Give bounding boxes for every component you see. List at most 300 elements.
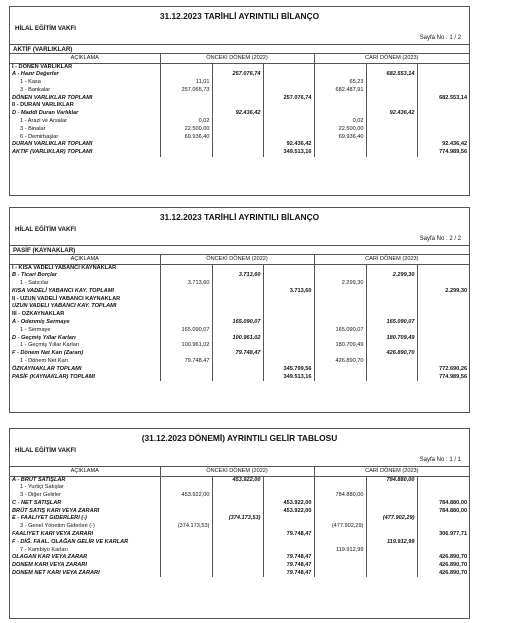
amount-cell bbox=[417, 515, 469, 523]
amount-cell bbox=[366, 358, 417, 366]
row-label: C - NET SATIŞLAR bbox=[10, 499, 160, 507]
amount-cell bbox=[160, 570, 212, 578]
report-table bbox=[10, 467, 469, 577]
table-row bbox=[10, 149, 469, 157]
amount-cell bbox=[417, 538, 469, 546]
amount-cell: 257.076,74 bbox=[212, 71, 263, 79]
amount-cell bbox=[314, 499, 366, 507]
amount-cell: 79.748,47 bbox=[160, 358, 212, 366]
column-header-previous: ÖNCEKİ DÖNEM (2022) bbox=[160, 467, 314, 476]
row-label: OLAĞAN KAR VEYA ZARAR bbox=[10, 554, 160, 562]
row-label: 1 - Arazi ve Arsalar bbox=[10, 118, 160, 126]
amount-cell bbox=[263, 326, 314, 334]
amount-cell bbox=[366, 342, 417, 350]
amount-cell bbox=[366, 531, 417, 539]
amount-cell bbox=[314, 287, 366, 295]
amount-cell bbox=[263, 546, 314, 554]
table-row bbox=[10, 373, 469, 381]
amount-cell bbox=[263, 319, 314, 327]
amount-cell bbox=[263, 110, 314, 118]
amount-cell bbox=[160, 141, 212, 149]
column-header-previous: ÖNCEKİ DÖNEM (2022) bbox=[160, 54, 314, 63]
amount-cell bbox=[212, 125, 263, 133]
table-row bbox=[10, 86, 469, 94]
amount-cell bbox=[263, 280, 314, 288]
amount-cell: 257.065,73 bbox=[160, 86, 212, 94]
amount-cell: 2.299,30 bbox=[314, 280, 366, 288]
amount-cell bbox=[417, 303, 469, 311]
amount-cell bbox=[366, 499, 417, 507]
row-label: ÖZKAYNAKLAR TOPLAMI bbox=[10, 365, 160, 373]
amount-cell bbox=[263, 358, 314, 366]
row-label: DURAN VARLIKLAR TOPLAMI bbox=[10, 141, 160, 149]
amount-cell bbox=[263, 71, 314, 79]
column-header-row bbox=[10, 54, 469, 63]
table-row bbox=[10, 118, 469, 126]
row-label: 1 - Kasa bbox=[10, 79, 160, 87]
row-label: B - Ticari Borçlar bbox=[10, 272, 160, 280]
amount-cell bbox=[212, 365, 263, 373]
table-row bbox=[10, 570, 469, 578]
amount-cell bbox=[212, 326, 263, 334]
amount-cell bbox=[263, 79, 314, 87]
row-label: F - Dönem Net Karı (Zararı) bbox=[10, 350, 160, 358]
amount-cell bbox=[314, 110, 366, 118]
row-label: DÖNEM KARI VEYA ZARARI bbox=[10, 562, 160, 570]
amount-cell bbox=[160, 149, 212, 157]
row-label: II - UZUN VADELİ YABANCI KAYNAKLAR bbox=[10, 295, 160, 303]
amount-cell bbox=[212, 311, 263, 319]
amount-cell: 453.922,00 bbox=[263, 499, 314, 507]
amount-cell bbox=[417, 71, 469, 79]
amount-cell bbox=[160, 311, 212, 319]
row-label: A - Ödenmiş Sermaye bbox=[10, 319, 160, 327]
income-statement bbox=[9, 428, 470, 619]
amount-cell bbox=[366, 125, 417, 133]
report-table bbox=[10, 54, 469, 157]
amount-cell bbox=[212, 86, 263, 94]
amount-cell bbox=[212, 149, 263, 157]
amount-cell: (477.902,29) bbox=[366, 515, 417, 523]
amount-cell bbox=[263, 515, 314, 523]
table-row bbox=[10, 562, 469, 570]
amount-cell bbox=[263, 63, 314, 71]
amount-cell bbox=[314, 562, 366, 570]
amount-cell bbox=[417, 342, 469, 350]
amount-cell: 2.299,30 bbox=[366, 272, 417, 280]
amount-cell: 3.713,60 bbox=[263, 287, 314, 295]
amount-cell: 453.922,00 bbox=[160, 492, 212, 500]
table-row bbox=[10, 342, 469, 350]
amount-cell bbox=[212, 531, 263, 539]
amount-cell: 22.500,00 bbox=[160, 125, 212, 133]
table-row bbox=[10, 125, 469, 133]
amount-cell bbox=[263, 272, 314, 280]
row-label: E - FAALİYET GİDERLERİ (-) bbox=[10, 515, 160, 523]
amount-cell bbox=[366, 303, 417, 311]
amount-cell bbox=[212, 63, 263, 71]
amount-cell bbox=[314, 319, 366, 327]
amount-cell bbox=[212, 538, 263, 546]
amount-cell bbox=[160, 554, 212, 562]
amount-cell bbox=[314, 149, 366, 157]
amount-cell: 426.890,70 bbox=[439, 554, 468, 561]
table-row bbox=[10, 102, 469, 110]
row-label: I - DÖNEN VARLIKLAR bbox=[10, 63, 160, 71]
amount-cell: 165.090,07 bbox=[160, 326, 212, 334]
amount-cell: 682.487,91 bbox=[314, 86, 366, 94]
amount-cell: 22.500,00 bbox=[314, 125, 366, 133]
column-header-previous: ÖNCEKİ DÖNEM (2022) bbox=[160, 255, 314, 264]
amount-cell bbox=[160, 373, 212, 381]
amount-cell: 784.880,00 bbox=[366, 476, 417, 484]
table-row bbox=[10, 523, 469, 531]
amount-cell: (477.902,29) bbox=[314, 523, 366, 531]
amount-cell: 426.890,70 bbox=[439, 562, 468, 569]
amount-cell bbox=[366, 118, 417, 126]
amount-cell bbox=[263, 334, 314, 342]
page-number: Sayfa No : 1 / 1 bbox=[419, 457, 461, 463]
amount-cell bbox=[212, 358, 263, 366]
amount-cell bbox=[417, 334, 469, 342]
amount-cell bbox=[212, 373, 263, 381]
amount-cell bbox=[314, 373, 366, 381]
amount-cell bbox=[417, 280, 469, 288]
amount-cell bbox=[366, 484, 417, 492]
amount-cell bbox=[160, 334, 212, 342]
row-label: 3 - Bankalar bbox=[10, 86, 160, 94]
amount-cell: 165.090,07 bbox=[366, 319, 417, 327]
column-header-current: CARİ DÖNEM (2023) bbox=[314, 467, 469, 476]
amount-cell: 79.748,47 bbox=[263, 554, 314, 562]
amount-cell: 453.922,00 bbox=[212, 476, 263, 484]
amount-cell bbox=[366, 287, 417, 295]
amount-cell bbox=[263, 484, 314, 492]
amount-cell bbox=[366, 492, 417, 500]
row-label: 3 - Diğer Gelirler bbox=[10, 492, 160, 500]
table-row bbox=[10, 287, 469, 295]
amount-cell: 79.748,47 bbox=[263, 570, 314, 578]
amount-cell: 69.936,40 bbox=[314, 133, 366, 141]
column-header-row bbox=[10, 255, 469, 264]
table-row bbox=[10, 264, 469, 272]
column-header-description: AÇIKLAMA bbox=[10, 54, 160, 63]
amount-cell: 257.076,74 bbox=[263, 94, 314, 102]
amount-cell bbox=[160, 507, 212, 515]
amount-cell bbox=[417, 476, 469, 484]
amount-cell: 100.961,02 bbox=[212, 334, 263, 342]
report-table bbox=[10, 255, 469, 381]
amount-cell bbox=[160, 110, 212, 118]
amount-cell bbox=[417, 63, 469, 71]
amount-cell bbox=[314, 554, 366, 562]
column-header-row bbox=[10, 467, 469, 476]
amount-cell bbox=[314, 350, 366, 358]
amount-cell bbox=[417, 118, 469, 126]
amount-cell: 92.436,42 bbox=[263, 141, 314, 149]
amount-cell: 79.748,47 bbox=[212, 350, 263, 358]
amount-cell: 92.436,42 bbox=[442, 141, 468, 148]
balance-sheet-assets bbox=[9, 6, 470, 196]
amount-cell bbox=[314, 334, 366, 342]
amount-cell bbox=[314, 531, 366, 539]
amount-cell: 0,02 bbox=[314, 118, 366, 126]
amount-cell bbox=[417, 110, 469, 118]
row-label: 1 - Yurtiçi Satışlar bbox=[10, 484, 160, 492]
amount-cell bbox=[366, 311, 417, 319]
section-title: PASİF (KAYNAKLAR) bbox=[10, 246, 469, 255]
amount-cell bbox=[263, 303, 314, 311]
table-row bbox=[10, 492, 469, 500]
amount-cell bbox=[314, 264, 366, 272]
amount-cell bbox=[417, 358, 469, 366]
table-row bbox=[10, 295, 469, 303]
row-label: 1 - Sermaye bbox=[10, 326, 160, 334]
row-label: BRÜT SATIŞ KARI VEYA ZARARI bbox=[10, 507, 160, 515]
table-row bbox=[10, 71, 469, 79]
amount-cell bbox=[160, 287, 212, 295]
amount-cell: 69.936,40 bbox=[160, 133, 212, 141]
row-label: 1 - Dönem Net Karı bbox=[10, 358, 160, 366]
amount-cell bbox=[160, 63, 212, 71]
report-header bbox=[10, 208, 469, 246]
amount-cell bbox=[212, 133, 263, 141]
organization-name: HİLAL EĞİTİM VAKFI bbox=[15, 25, 76, 32]
row-label: I - KISA VADELİ YABANCI KAYNAKLAR bbox=[10, 264, 160, 272]
column-header-current: CARİ DÖNEM (2023) bbox=[314, 255, 469, 264]
table-row bbox=[10, 365, 469, 373]
amount-cell bbox=[314, 507, 366, 515]
amount-cell bbox=[314, 365, 366, 373]
amount-cell: 92.436,42 bbox=[212, 110, 263, 118]
amount-cell bbox=[160, 484, 212, 492]
amount-cell bbox=[263, 133, 314, 141]
amount-cell bbox=[366, 373, 417, 381]
row-label: 1 - Satıcılar bbox=[10, 280, 160, 288]
amount-cell bbox=[366, 63, 417, 71]
amount-cell bbox=[212, 79, 263, 87]
amount-cell bbox=[212, 280, 263, 288]
amount-cell: 165.090,07 bbox=[314, 326, 366, 334]
amount-cell bbox=[212, 342, 263, 350]
amount-cell bbox=[212, 562, 263, 570]
amount-cell bbox=[314, 484, 366, 492]
amount-cell bbox=[212, 554, 263, 562]
amount-cell: 774.989,56 bbox=[439, 373, 468, 380]
row-label: PASİF (KAYNAKLAR) TOPLAMI bbox=[10, 373, 160, 381]
amount-cell bbox=[417, 102, 469, 110]
row-label: A - Hazır Değerler bbox=[10, 71, 160, 79]
balance-sheet-liabilities bbox=[9, 207, 470, 413]
amount-cell bbox=[263, 295, 314, 303]
amount-cell bbox=[212, 102, 263, 110]
amount-cell bbox=[160, 102, 212, 110]
amount-cell bbox=[160, 71, 212, 79]
page-number: Sayfa No : 2 / 2 bbox=[419, 236, 461, 242]
amount-cell: 65,23 bbox=[314, 79, 366, 87]
amount-cell bbox=[160, 546, 212, 554]
table-row bbox=[10, 110, 469, 118]
amount-cell bbox=[160, 350, 212, 358]
row-label: KISA VADELİ YABANCI KAY. TOPLAMI bbox=[10, 287, 160, 295]
column-header-description: AÇIKLAMA bbox=[10, 255, 160, 264]
amount-cell: 11,01 bbox=[160, 79, 212, 87]
amount-cell bbox=[263, 476, 314, 484]
table-row bbox=[10, 63, 469, 71]
table-row bbox=[10, 303, 469, 311]
amount-cell bbox=[212, 570, 263, 578]
row-label: II - DURAN VARLIKLAR bbox=[10, 102, 160, 110]
amount-cell bbox=[160, 538, 212, 546]
amount-cell bbox=[417, 492, 469, 500]
amount-cell bbox=[366, 149, 417, 157]
report-title: 31.12.2023 TARİHLİ AYRINTILI BİLANÇO bbox=[159, 212, 320, 222]
amount-cell bbox=[417, 295, 469, 303]
row-label: 6 - Demirbaşlar bbox=[10, 133, 160, 141]
amount-cell bbox=[366, 365, 417, 373]
table-row bbox=[10, 311, 469, 319]
amount-cell bbox=[366, 523, 417, 531]
amount-cell bbox=[212, 94, 263, 102]
amount-cell bbox=[160, 515, 212, 523]
amount-cell bbox=[160, 499, 212, 507]
table-row bbox=[10, 280, 469, 288]
table-row bbox=[10, 319, 469, 327]
page-number: Sayfa No : 1 / 2 bbox=[419, 35, 461, 41]
amount-cell: 682.553,14 bbox=[366, 71, 417, 79]
amount-cell bbox=[417, 523, 469, 531]
table-row bbox=[10, 476, 469, 484]
amount-cell: 349.513,16 bbox=[263, 373, 314, 381]
amount-cell: 453.922,00 bbox=[263, 507, 314, 515]
amount-cell: 0,02 bbox=[160, 118, 212, 126]
amount-cell bbox=[314, 295, 366, 303]
section-title: AKTİF (VARLIKLAR) bbox=[10, 45, 469, 54]
row-label: 7 - Kambiyo Karları bbox=[10, 546, 160, 554]
row-label: AKTİF (VARLIKLAR) TOPLAMI bbox=[10, 149, 160, 157]
amount-cell bbox=[160, 272, 212, 280]
amount-cell bbox=[366, 264, 417, 272]
amount-cell bbox=[160, 476, 212, 484]
table-row bbox=[10, 272, 469, 280]
table-row bbox=[10, 546, 469, 554]
amount-cell bbox=[417, 272, 469, 280]
amount-cell bbox=[160, 531, 212, 539]
amount-cell bbox=[366, 133, 417, 141]
amount-cell bbox=[212, 264, 263, 272]
amount-cell bbox=[263, 350, 314, 358]
table-row bbox=[10, 358, 469, 366]
amount-cell bbox=[212, 523, 263, 531]
table-row bbox=[10, 499, 469, 507]
amount-cell bbox=[314, 303, 366, 311]
amount-cell bbox=[263, 102, 314, 110]
amount-cell: 426.890,70 bbox=[439, 569, 468, 576]
table-row bbox=[10, 507, 469, 515]
table-row bbox=[10, 350, 469, 358]
amount-cell bbox=[160, 295, 212, 303]
amount-cell bbox=[417, 125, 469, 133]
amount-cell bbox=[212, 484, 263, 492]
amount-cell: 426.890,70 bbox=[366, 350, 417, 358]
amount-cell: 180.709,49 bbox=[314, 342, 366, 350]
amount-cell: 92.436,42 bbox=[366, 110, 417, 118]
amount-cell bbox=[160, 365, 212, 373]
organization-name: HİLAL EĞİTİM VAKFI bbox=[15, 226, 76, 233]
amount-cell: 784.880,00 bbox=[439, 507, 468, 514]
report-header bbox=[10, 429, 469, 467]
amount-cell bbox=[314, 63, 366, 71]
amount-cell: 349.513,16 bbox=[263, 149, 314, 157]
amount-cell bbox=[314, 515, 366, 523]
amount-cell bbox=[366, 86, 417, 94]
amount-cell bbox=[314, 141, 366, 149]
amount-cell bbox=[366, 554, 417, 562]
amount-cell bbox=[160, 319, 212, 327]
amount-cell bbox=[417, 311, 469, 319]
amount-cell bbox=[263, 342, 314, 350]
column-header-description: AÇIKLAMA bbox=[10, 467, 160, 476]
amount-cell bbox=[314, 311, 366, 319]
amount-cell bbox=[263, 523, 314, 531]
row-label: 3 - Genel Yönetim Giderleri (-) bbox=[10, 523, 160, 531]
amount-cell bbox=[417, 326, 469, 334]
table-row bbox=[10, 484, 469, 492]
report-title: (31.12.2023 DÖNEMİ) AYRINTILI GELİR TABLOSU bbox=[141, 433, 338, 443]
column-header-current: CARİ DÖNEM (2023) bbox=[314, 54, 469, 63]
amount-cell bbox=[160, 562, 212, 570]
row-label: III - ÖZKAYNAKLAR bbox=[10, 311, 160, 319]
table-row bbox=[10, 133, 469, 141]
amount-cell: 180.709,49 bbox=[366, 334, 417, 342]
amount-cell bbox=[263, 264, 314, 272]
amount-cell bbox=[417, 264, 469, 272]
amount-cell bbox=[366, 79, 417, 87]
amount-cell bbox=[263, 86, 314, 94]
amount-cell: 119.912,99 bbox=[314, 546, 366, 554]
amount-cell bbox=[366, 546, 417, 554]
amount-cell bbox=[366, 94, 417, 102]
amount-cell bbox=[212, 295, 263, 303]
amount-cell bbox=[314, 94, 366, 102]
amount-cell bbox=[366, 280, 417, 288]
organization-name: HİLAL EĞİTİM VAKFI bbox=[15, 447, 76, 454]
amount-cell bbox=[314, 102, 366, 110]
row-label: D - Maddi Duran Varlıklar bbox=[10, 110, 160, 118]
amount-cell bbox=[366, 326, 417, 334]
amount-cell: 774.989,56 bbox=[439, 149, 468, 156]
amount-cell: 3.713,60 bbox=[212, 272, 263, 280]
row-label: F - DİĞ. FAAL. OLAĞAN GELİR VE KARLAR bbox=[10, 538, 160, 546]
table-row bbox=[10, 141, 469, 149]
table-row bbox=[10, 334, 469, 342]
amount-cell bbox=[366, 570, 417, 578]
amount-cell bbox=[263, 311, 314, 319]
amount-cell: 784.880,00 bbox=[439, 499, 468, 506]
amount-cell: 345.799,56 bbox=[263, 365, 314, 373]
amount-cell bbox=[314, 570, 366, 578]
row-label: DÖNEN VARLIKLAR TOPLAMI bbox=[10, 94, 160, 102]
amount-cell: 119.912,99 bbox=[366, 538, 417, 546]
row-label: FAALİYET KARI VEYA ZARARI bbox=[10, 531, 160, 539]
amount-cell bbox=[366, 102, 417, 110]
table-row bbox=[10, 79, 469, 87]
amount-cell bbox=[212, 287, 263, 295]
amount-cell: 2.299,30 bbox=[445, 287, 468, 294]
row-label: UZUN VADELİ YABANCI KAY. TOPLAMI bbox=[10, 303, 160, 311]
amount-cell bbox=[417, 484, 469, 492]
amount-cell: 79.748,47 bbox=[263, 562, 314, 570]
